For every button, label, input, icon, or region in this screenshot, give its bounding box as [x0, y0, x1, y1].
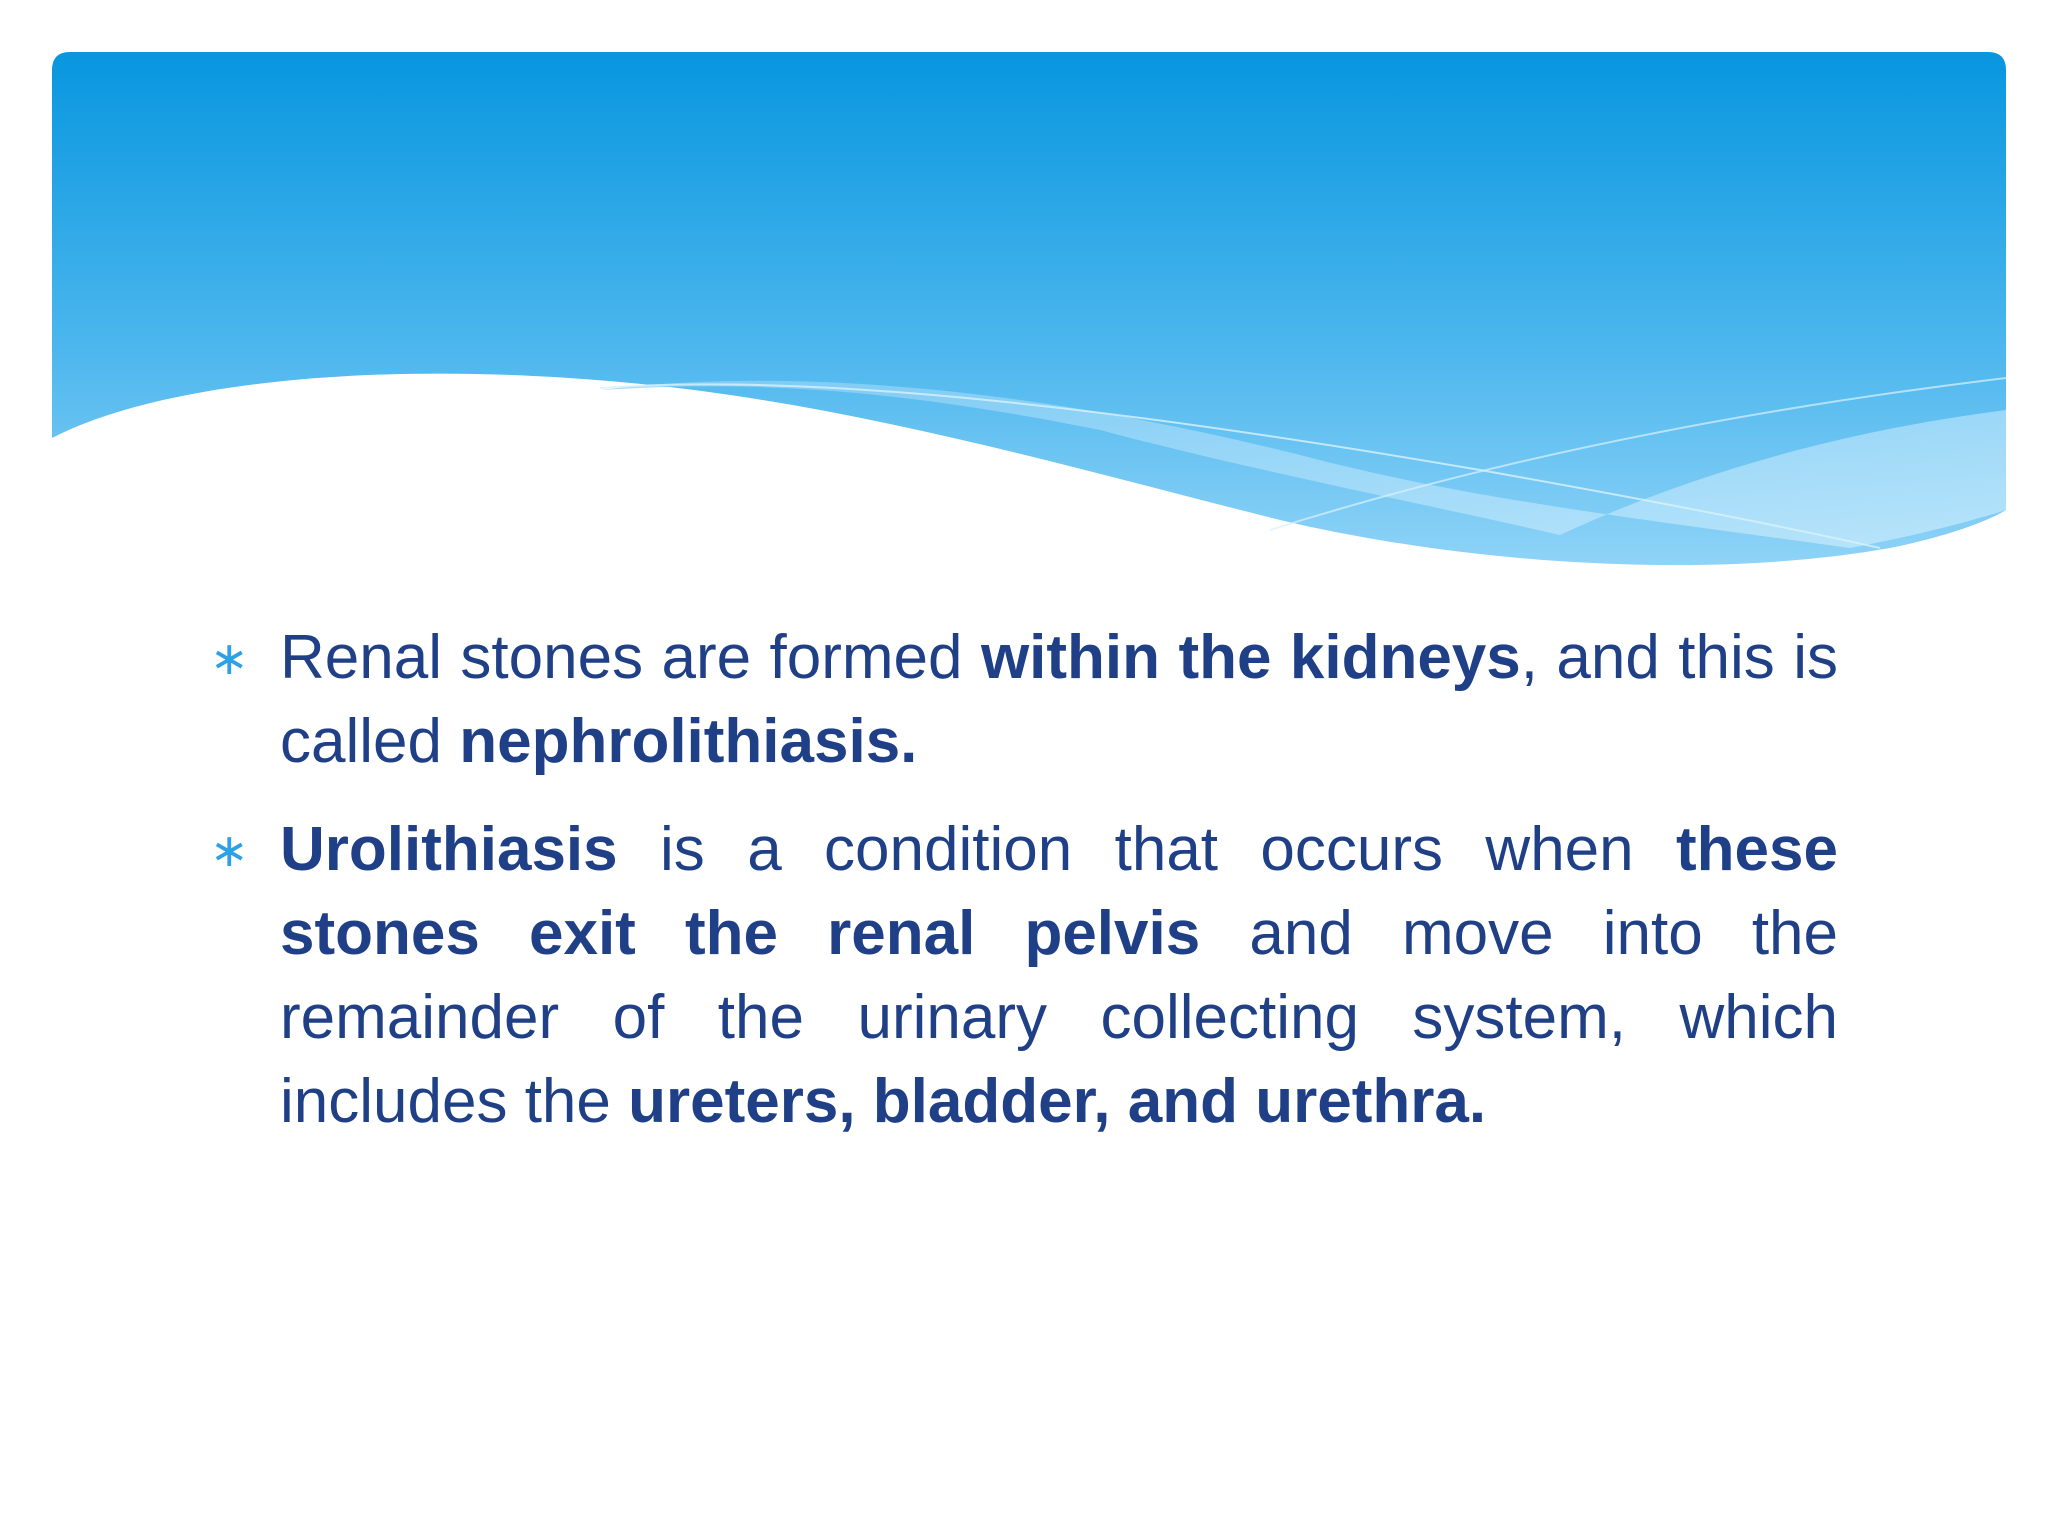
bullet-text: , and this is called — [280, 623, 1838, 776]
bullet-item — [210, 616, 1838, 784]
bullet-emphasis: Urolithiasis — [280, 815, 618, 884]
bullet-item — [210, 808, 1838, 1144]
bullet-icon: ∗ — [210, 632, 249, 684]
bullet-emphasis: these stones exit the renal pelvis — [280, 815, 1838, 968]
bullet-icon: ∗ — [210, 824, 249, 876]
bullet-text: is a condition that occurs when — [617, 815, 1677, 884]
bullet-list — [210, 616, 1838, 1168]
decorative-wave-header — [0, 0, 2048, 600]
bullet-text: Renal stones are formed — [280, 623, 981, 692]
bullet-emphasis: nephrolithiasis. — [459, 707, 918, 776]
bullet-emphasis: ureters, bladder, and urethra. — [628, 1067, 1487, 1136]
bullet-text: and move into the remainder of the urinary collecting system, which includes the — [280, 899, 1839, 1136]
bullet-emphasis: within the kidneys — [980, 623, 1521, 692]
